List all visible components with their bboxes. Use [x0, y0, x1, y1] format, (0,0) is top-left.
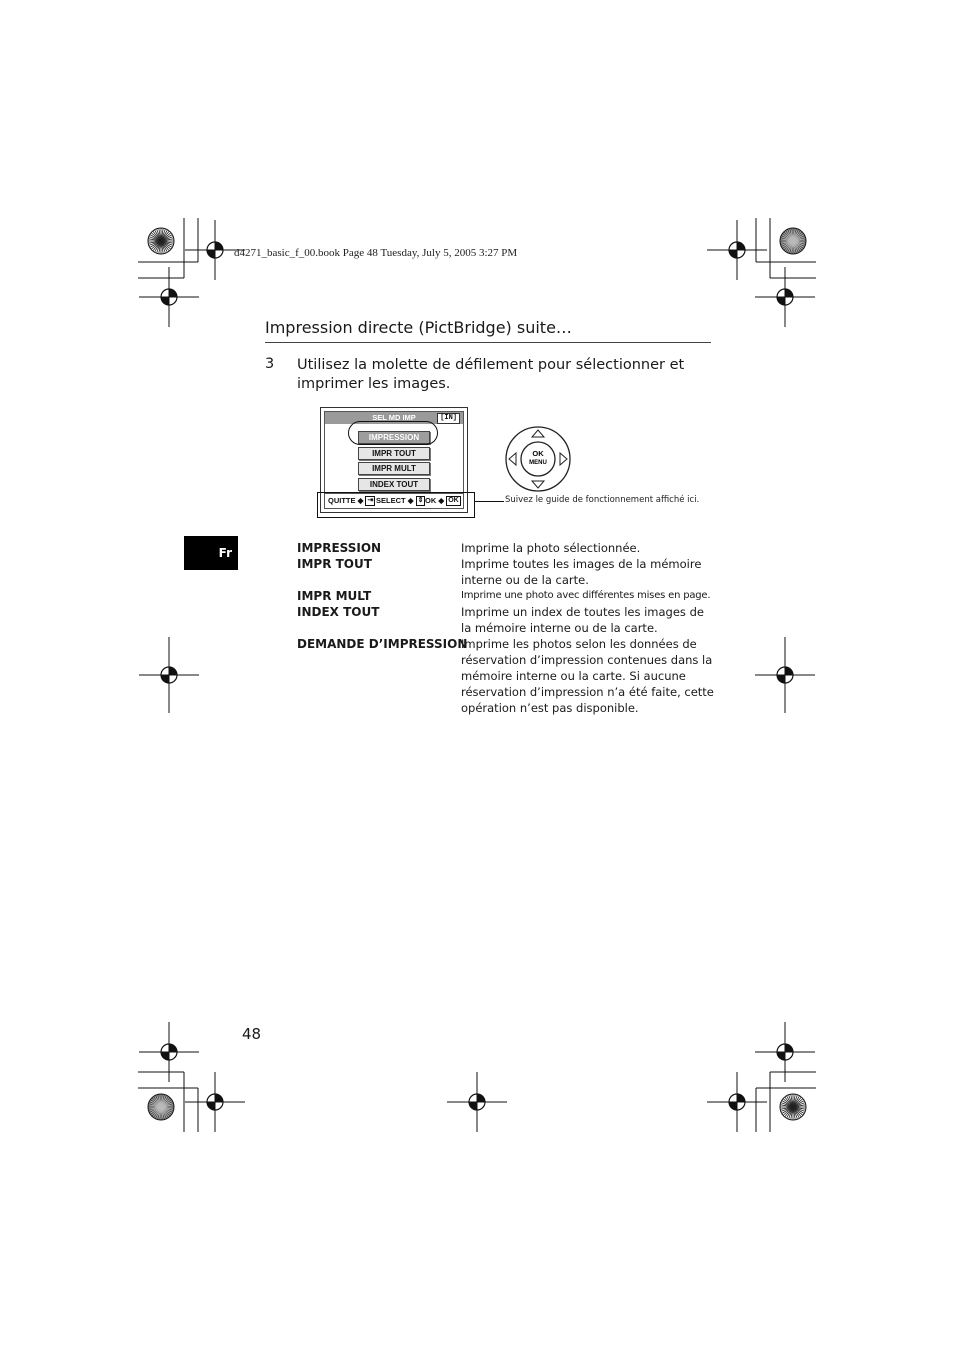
pad-ok-label: OK	[532, 449, 544, 458]
definition-desc: Imprime un index de toutes les images de la mémoire interne ou de la carte.	[461, 605, 704, 635]
definition-term: IMPRESSION	[297, 541, 382, 555]
step-text: Utilisez la molette de défilement pour sélectionner et imprimer les images.	[297, 357, 685, 392]
footer-select-label: SELECT	[376, 496, 406, 505]
menu-key-icon: ⇥	[367, 497, 374, 505]
diamond-icon: ◆	[438, 496, 445, 505]
ok-menu-button[interactable]	[521, 442, 555, 476]
menu-item-index-tout[interactable]: INDEX TOUT	[358, 478, 430, 491]
step-number: 3	[265, 356, 275, 372]
definition-row	[297, 604, 717, 636]
footer-quit-label: QUITTE	[328, 496, 356, 505]
pad-menu-label: MENU	[529, 460, 547, 466]
ok-key-box: OK	[448, 497, 459, 505]
menu-item-impr-mult[interactable]: IMPR MULT	[358, 462, 430, 475]
definition-desc: Imprime toutes les images de la mémoire interne ou de la carte.	[461, 557, 702, 587]
diamond-icon: ◆	[357, 496, 364, 505]
diamond-icon: ◆	[407, 496, 414, 505]
definition-row	[297, 556, 717, 588]
definition-term: IMPR MULT	[297, 589, 372, 603]
definition-desc: Imprime la photo sélectionnée.	[461, 541, 641, 555]
internal-memory-badge: [IN]	[437, 413, 460, 424]
definition-row	[297, 540, 717, 556]
guide-leader-line	[475, 501, 504, 502]
definition-desc: Imprime une photo avec différentes mises en page.	[461, 590, 711, 601]
page-heading: Impression directe (PictBridge) suite…	[265, 318, 572, 337]
definition-term: DEMANDE D’IMPRESSION	[297, 637, 468, 651]
definition-desc: Imprime les photos selon les données de réservation d’impression contenues dans la mémoire interne ou la carte. Si aucune réservation d’impression n’a été faite, cette opération n’est pas disponible.	[461, 637, 714, 715]
definition-term: IMPR TOUT	[297, 557, 372, 571]
menu-item-impr-tout[interactable]: IMPR TOUT	[358, 447, 430, 460]
definition-row	[297, 588, 717, 604]
lcd-title: SEL MD IMP	[372, 413, 416, 422]
up-down-key-icon: ⇕	[417, 497, 424, 505]
menu-item-impression[interactable]: IMPRESSION	[358, 431, 430, 444]
definition-list	[297, 540, 717, 716]
page-number: 48	[242, 1025, 262, 1043]
definition-row	[297, 636, 717, 716]
guide-caption: Suivez le guide de fonctionnement affiché ici.	[505, 495, 700, 505]
guide-highlight-rect	[317, 492, 475, 518]
control-pad	[503, 424, 573, 494]
selection-highlight-oval	[348, 421, 438, 445]
language-tab: Fr	[184, 536, 238, 570]
heading-rule	[265, 342, 711, 343]
footer-ok-label: OK	[425, 496, 437, 505]
print-info-line: d4271_basic_f_00.book Page 48 Tuesday, July 5, 2005 3:27 PM	[234, 247, 518, 259]
definition-term: INDEX TOUT	[297, 605, 380, 619]
